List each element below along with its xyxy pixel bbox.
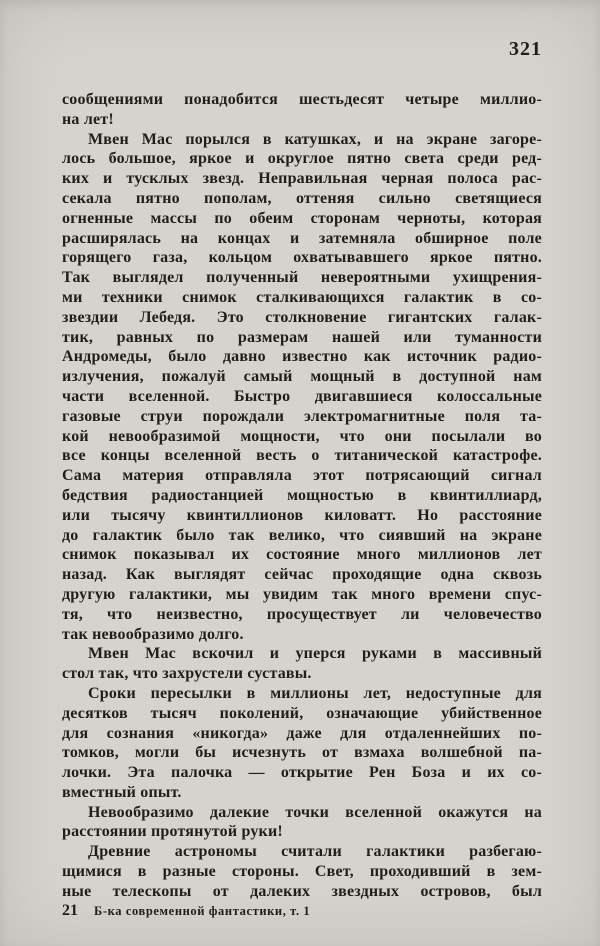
text-line: тик, равных по размерам нашей или туманности bbox=[62, 328, 542, 346]
text-line: тя, что неизвестно, просуществует ли человечество bbox=[62, 605, 542, 623]
text-line: излучения, пожалуй самый мощный в доступной нам bbox=[62, 368, 542, 386]
text-line: лось большое, яркое и округлое пятно света среди ред- bbox=[62, 150, 542, 168]
text-line: газовые струи порождали электромагнитные поля та- bbox=[62, 407, 542, 425]
text-line: все концы вселенной весть о титанической катастрофе. bbox=[62, 447, 542, 465]
text-line: для сознания «никогда» даже для отдаленнейших по- bbox=[62, 724, 542, 742]
text-line: томков, могли бы исчезнуть от взмаха волшебной па- bbox=[62, 744, 542, 762]
page-text bbox=[62, 90, 542, 902]
text-line: огненные массы по обеим сторонам черноты, которая bbox=[62, 209, 542, 227]
text-line: расширялась на концах и затемняла обширное поле bbox=[62, 229, 542, 247]
text-line: кой невообразимой мощности, что они посылали во bbox=[62, 427, 542, 445]
text-line: ми техники снимок сталкивающихся галактик в со- bbox=[62, 288, 542, 306]
text-line: Мвен Мас вскочил и уперся руками в массивный bbox=[88, 645, 542, 663]
text-line: лочки. Эта палочка — открытие Рен Боза и их со- bbox=[62, 764, 542, 782]
text-line: Сроки пересылки в миллионы лет, недоступные для bbox=[88, 684, 542, 702]
text-line: Сама материя отправляла этот потрясающий сигнал bbox=[62, 467, 542, 485]
text-line: звездии Лебедя. Это столкновение гигантских галак- bbox=[62, 308, 542, 326]
text-line: на лет! bbox=[62, 110, 114, 128]
text-line: до галактик было так велико, что сиявший на экране bbox=[62, 526, 542, 544]
text-line: снимок показывал их состояние много миллионов лет bbox=[62, 546, 542, 564]
text-line: стол так, что захрустели суставы. bbox=[62, 665, 312, 683]
text-line: Так выглядел полученный невероятными ухищрения- bbox=[62, 269, 542, 287]
footer-series-title: Б-ка современной фантастики, т. 1 bbox=[94, 904, 311, 918]
text-line: Древние астрономы считали галактики разбегаю- bbox=[88, 843, 542, 861]
text-line: ные телескопы от далеких звездных островов, был bbox=[62, 882, 542, 900]
paragraph bbox=[62, 644, 542, 684]
text-line: Мвен Мас порылся в катушках, и на экране загоре- bbox=[88, 130, 542, 148]
page-footer bbox=[62, 902, 542, 920]
text-line: горящего газа, кольцом охватывавшего яркое пятно. bbox=[62, 249, 542, 267]
text-line: другую галактики, мы увидим так много времени спус- bbox=[62, 585, 542, 603]
text-line: десятков тысяч поколений, означающие убийственное bbox=[62, 704, 542, 722]
text-line: секала пятно пополам, оттеняя сильно светящиеся bbox=[62, 189, 542, 207]
text-line: или тысячу квинтиллионов киловатт. Но расстояние bbox=[62, 506, 542, 524]
text-line: назад. Как выглядят сейчас проходящие одна сквозь bbox=[62, 566, 542, 584]
paragraph bbox=[62, 130, 542, 645]
text-line: щимися в разные стороны. Свет, проходивший в зем- bbox=[62, 863, 542, 881]
text-line: Андромеды, было давно известно как источник радио- bbox=[62, 348, 542, 366]
text-line: ких и тусклых звезд. Неправильная черная полоса рас- bbox=[62, 170, 542, 188]
paragraph bbox=[62, 803, 542, 843]
paragraph bbox=[62, 842, 542, 901]
footer-page-number: 21 bbox=[62, 902, 78, 919]
text-line: вместный опыт. bbox=[62, 783, 182, 801]
paragraph bbox=[62, 90, 542, 130]
paragraph bbox=[62, 684, 542, 803]
text-line: сообщениями понадобится шестьдесят четыре миллио- bbox=[62, 91, 542, 108]
text-line: части вселенной. Быстро двигавшиеся колоссальные bbox=[62, 387, 542, 405]
text-line: Невообразимо далекие точки вселенной окажутся на bbox=[88, 803, 542, 821]
text-line: расстоянии протянутой руки! bbox=[62, 823, 283, 841]
page-number: 321 bbox=[509, 38, 542, 60]
text-line: так невообразимо долго. bbox=[62, 625, 244, 643]
text-line: бедствия радиостанцией мощностью в квинтиллиард, bbox=[62, 486, 542, 504]
